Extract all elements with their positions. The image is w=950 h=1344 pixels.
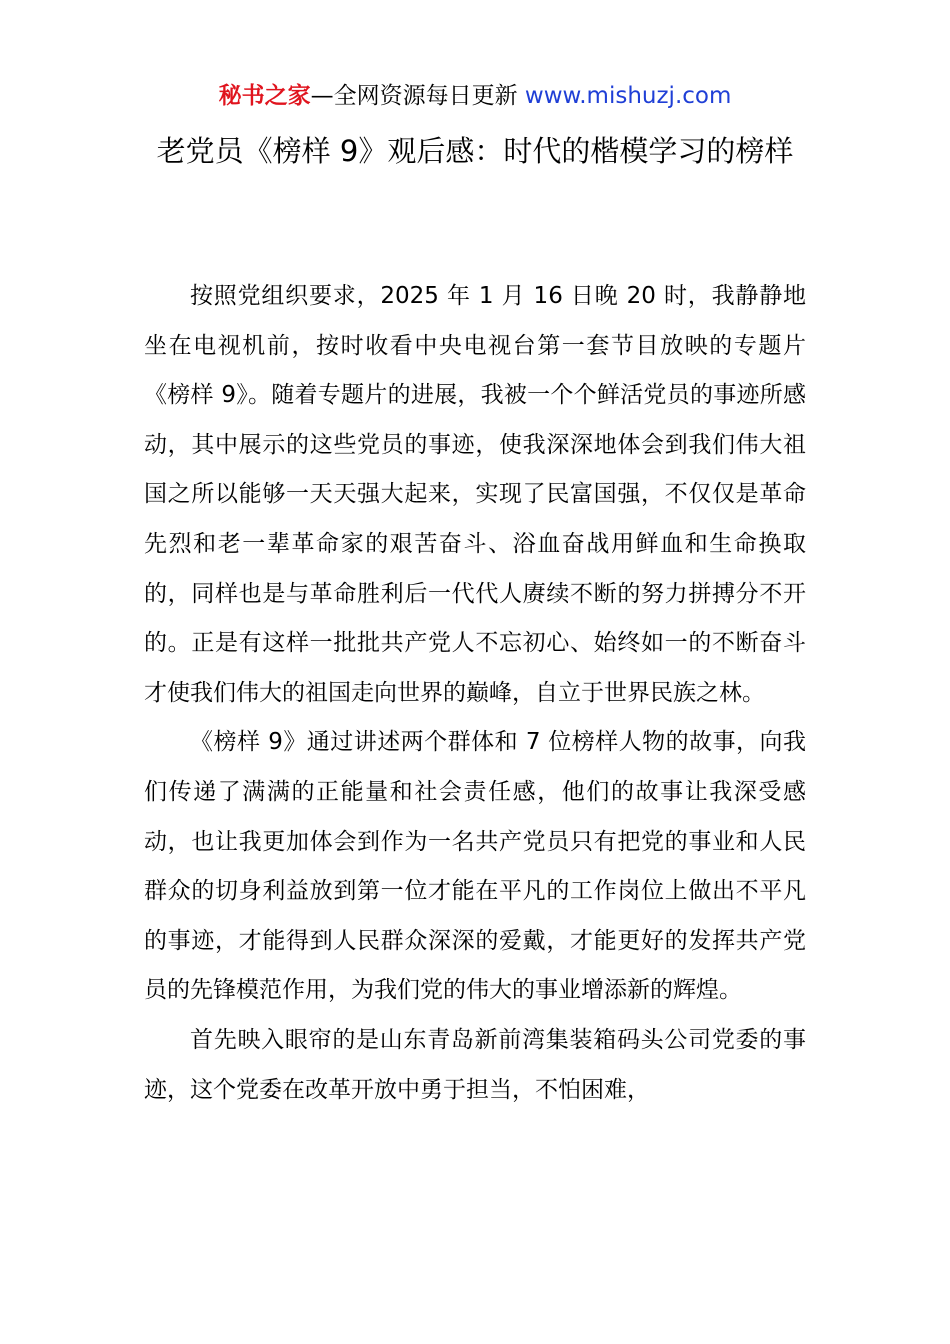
paragraph: 《榜样 9》通过讲述两个群体和 7 位榜样人物的故事，向我们传递了满满的正能量和社会责任感，他们的故事让我深受感动，也让我更加体会到作为一名共产党员只有把党的事业和人民群众的切身利益放到第一位才能在平凡的工作岗位上做出不平凡的事迹，才能得到人民群众深深的爱戴，才能更好的发挥共产党员的先锋模范作用，为我们党的伟大的事业增添新的辉煌。 <box>144 729 806 1004</box>
paragraph: 首先映入眼帘的是山东青岛新前湾集装箱码头公司党委的事迹，这个党委在改革开放中勇于担当，不怕困难， <box>144 1026 806 1103</box>
paragraph: 按照党组织要求，2025 年 1 月 16 日晚 20 时，我静静地坐在电视机前，按时收看中央电视台第一套节目放映的专题片《榜样 9》。随着专题片的进展，我被一个个鲜活党员的事迹所感动，其中展示的这些党员的事迹，使我深深地体会到我们伟大祖国之所以能够一天天强大起来，实现了民富国强，不仅仅是革命先烈和老一辈革命家的艰苦奋斗、浴血奋战用鲜血和生命换取的，同样也是与革命胜利后一代代人赓续不断的努力拼搏分不开的。正是有这样一批批共产党人不忘初心、始终如一的不断奋斗才使我们伟大的祖国走向世界的巅峰，自立于世界民族之林。 <box>144 283 806 706</box>
brand-name: 秘书之家 <box>218 83 311 109</box>
document-body <box>144 272 806 1115</box>
header-tagline: —全网资源每日更新 <box>310 83 518 109</box>
document-title: 老党员《榜样 9》观后感：时代的楷模学习的榜样 <box>156 134 794 168</box>
site-header <box>0 80 950 112</box>
site-url-link[interactable]: www.mishuzj.com <box>524 83 732 109</box>
